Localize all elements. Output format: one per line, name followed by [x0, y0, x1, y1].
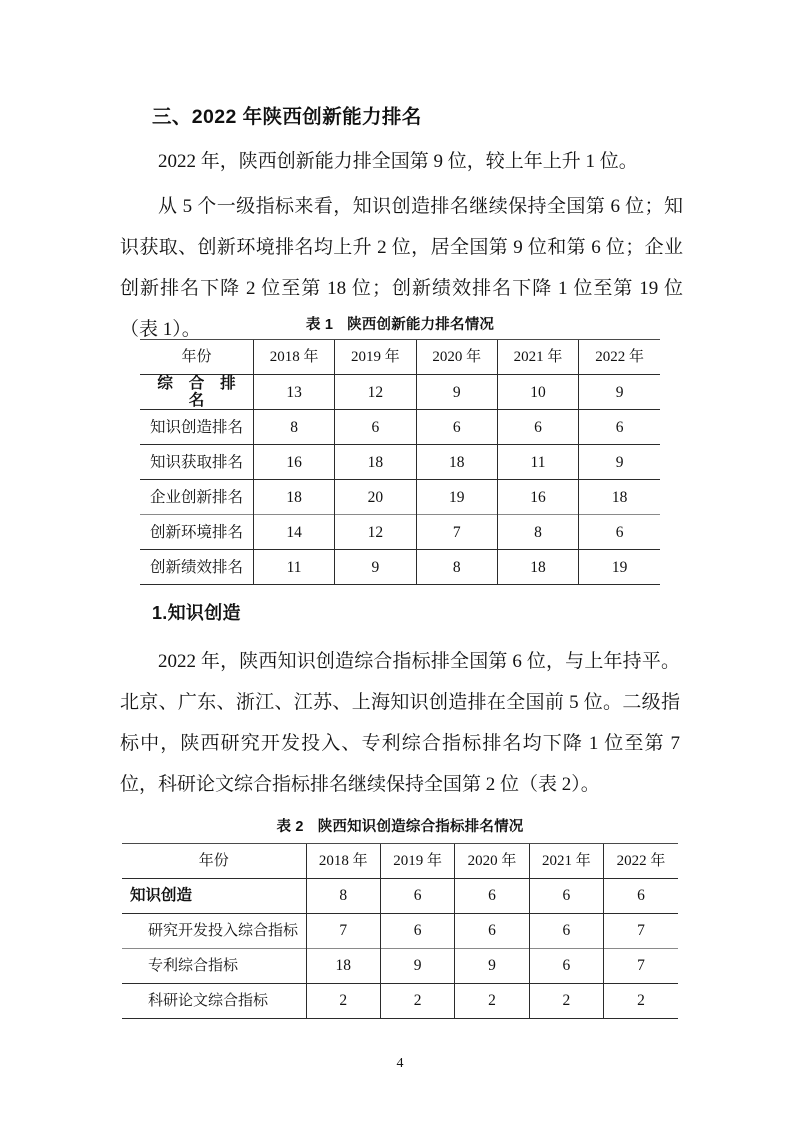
table1-row-1-v4: 6 [579, 410, 660, 445]
table2-caption-title: 陕西知识创造综合指标排名情况 [317, 819, 524, 835]
subsection-heading: 1.知识创造 [152, 603, 241, 623]
section-paragraph-2: 从 5 个一级指标来看，知识创造排名继续保持全国第 6 位；知识获取、创新环境排名均上升 2 位，居全国第 9 位和第 6 位；企业创新排名下降 2 位至第 18 位；创新绩效排名下降 1 位至第 19 位（表 1）。 [120, 196, 683, 340]
table-row [140, 480, 660, 515]
section-paragraph-1: 2022 年，陕西创新能力排全国第 9 位，较上年上升 1 位。 [158, 151, 638, 172]
table-row [140, 410, 660, 445]
table-knowledge-creation-indicators-ranking [122, 843, 678, 1019]
table2-row-1-v2: 6 [455, 914, 529, 949]
table1-header-row [140, 340, 660, 375]
table1-row-4-v3: 8 [497, 515, 578, 550]
table1-row-2-v4: 9 [579, 445, 660, 480]
table1-row-3-v3: 16 [497, 480, 578, 515]
table2-row-3-label: 科研论文综合指标 [122, 984, 306, 1019]
table1-row-2-v2: 18 [416, 445, 497, 480]
table-row [122, 984, 678, 1019]
table2-row-2-v3: 6 [529, 949, 603, 984]
table2-row-3-v1: 2 [380, 984, 454, 1019]
table1-row-1-label: 知识创造排名 [140, 410, 253, 445]
table2-row-1-v4: 7 [604, 914, 678, 949]
table1-row-2-v1: 18 [335, 445, 416, 480]
table1-row-3-v2: 19 [416, 480, 497, 515]
table2-row-2-v0: 18 [306, 949, 380, 984]
table2-row-3-v2: 2 [455, 984, 529, 1019]
table1-row-4-v4: 6 [579, 515, 660, 550]
table2-row-0-label: 知识创造 [122, 879, 306, 914]
table1-row-0-v1: 12 [335, 375, 416, 410]
table2-row-0-v4: 6 [604, 879, 678, 914]
table1-row-4-v1: 12 [335, 515, 416, 550]
table2-row-3-v0: 2 [306, 984, 380, 1019]
table1-row-2-label: 知识获取排名 [140, 445, 253, 480]
table-row [140, 550, 660, 585]
table2-col-1: 2018 年 [306, 844, 380, 879]
table2-row-2-v4: 7 [604, 949, 678, 984]
table1-row-0-v4: 9 [579, 375, 660, 410]
table2-col-2: 2019 年 [380, 844, 454, 879]
table1-row-3-v0: 18 [253, 480, 334, 515]
table1-col-3: 2020 年 [416, 340, 497, 375]
table1-row-5-v0: 11 [253, 550, 334, 585]
section-heading: 三、2022 年陕西创新能力排名 [152, 106, 422, 128]
table1-row-4-label: 创新环境排名 [140, 515, 253, 550]
table2-caption [0, 815, 800, 836]
subsection-paragraph-1: 2022 年，陕西知识创造综合指标排全国第 6 位，与上年持平。北京、广东、浙江、江苏、上海知识创造排在全国前 5 位。二级指标中，陕西研究开发投入、专利综合指标排名均下降 1 位至第 7 位，科研论文综合指标排名继续保持全国第 2 位（表 2）。 [120, 651, 680, 795]
table2-row-3-v3: 2 [529, 984, 603, 1019]
table1-col-5: 2022 年 [579, 340, 660, 375]
table2-col-5: 2022 年 [604, 844, 678, 879]
table1-col-4: 2021 年 [497, 340, 578, 375]
table1-caption-label: 表 1 [305, 317, 334, 333]
table1-row-5-v2: 8 [416, 550, 497, 585]
table1-row-5-v1: 9 [335, 550, 416, 585]
table1-row-3-label: 企业创新排名 [140, 480, 253, 515]
table1-row-0-label: 综 合 排 名 [140, 375, 253, 410]
table-row [122, 914, 678, 949]
table2-row-1-v3: 6 [529, 914, 603, 949]
table-row [140, 375, 660, 410]
page-number: 4 [396, 1056, 404, 1071]
table1-row-0-v0: 13 [253, 375, 334, 410]
table-row [122, 949, 678, 984]
table2-col-4: 2021 年 [529, 844, 603, 879]
table-row [140, 515, 660, 550]
table2-col-0: 年份 [122, 844, 306, 879]
table2-row-0-v3: 6 [529, 879, 603, 914]
table1-row-1-v1: 6 [335, 410, 416, 445]
table2-row-2-v2: 9 [455, 949, 529, 984]
table1-caption [0, 313, 800, 334]
table1-row-0-v3: 10 [497, 375, 578, 410]
table1-row-5-v4: 19 [579, 550, 660, 585]
table2-row-2-label: 专利综合指标 [122, 949, 306, 984]
table1-row-2-v0: 16 [253, 445, 334, 480]
table1-col-0: 年份 [140, 340, 253, 375]
table2-row-0-v2: 6 [455, 879, 529, 914]
table1-row-0-v2: 9 [416, 375, 497, 410]
table2-row-1-v0: 7 [306, 914, 380, 949]
table1-col-2: 2019 年 [335, 340, 416, 375]
table1-row-4-v2: 7 [416, 515, 497, 550]
table2-row-2-v1: 9 [380, 949, 454, 984]
table1-row-3-v4: 18 [579, 480, 660, 515]
table2-row-1-label: 研究开发投入综合指标 [122, 914, 306, 949]
table-row [140, 445, 660, 480]
table1-row-2-v3: 11 [497, 445, 578, 480]
table2-row-1-v1: 6 [380, 914, 454, 949]
table1-row-3-v1: 20 [335, 480, 416, 515]
table2-caption-label: 表 2 [276, 819, 304, 835]
table1-row-1-v3: 6 [497, 410, 578, 445]
table1-row-5-v3: 18 [497, 550, 578, 585]
table1-row-1-v2: 6 [416, 410, 497, 445]
table2-row-0-v0: 8 [306, 879, 380, 914]
table-innovation-capability-ranking [140, 339, 660, 585]
table1-row-1-v0: 8 [253, 410, 334, 445]
table2-row-0-v1: 6 [380, 879, 454, 914]
table2-col-3: 2020 年 [455, 844, 529, 879]
table1-row-4-v0: 14 [253, 515, 334, 550]
table2-row-3-v4: 2 [604, 984, 678, 1019]
table-row [122, 879, 678, 914]
table1-caption-title: 陕西创新能力排名情况 [347, 317, 495, 333]
table2-header-row [122, 844, 678, 879]
table1-col-1: 2018 年 [253, 340, 334, 375]
table1-row-5-label: 创新绩效排名 [140, 550, 253, 585]
